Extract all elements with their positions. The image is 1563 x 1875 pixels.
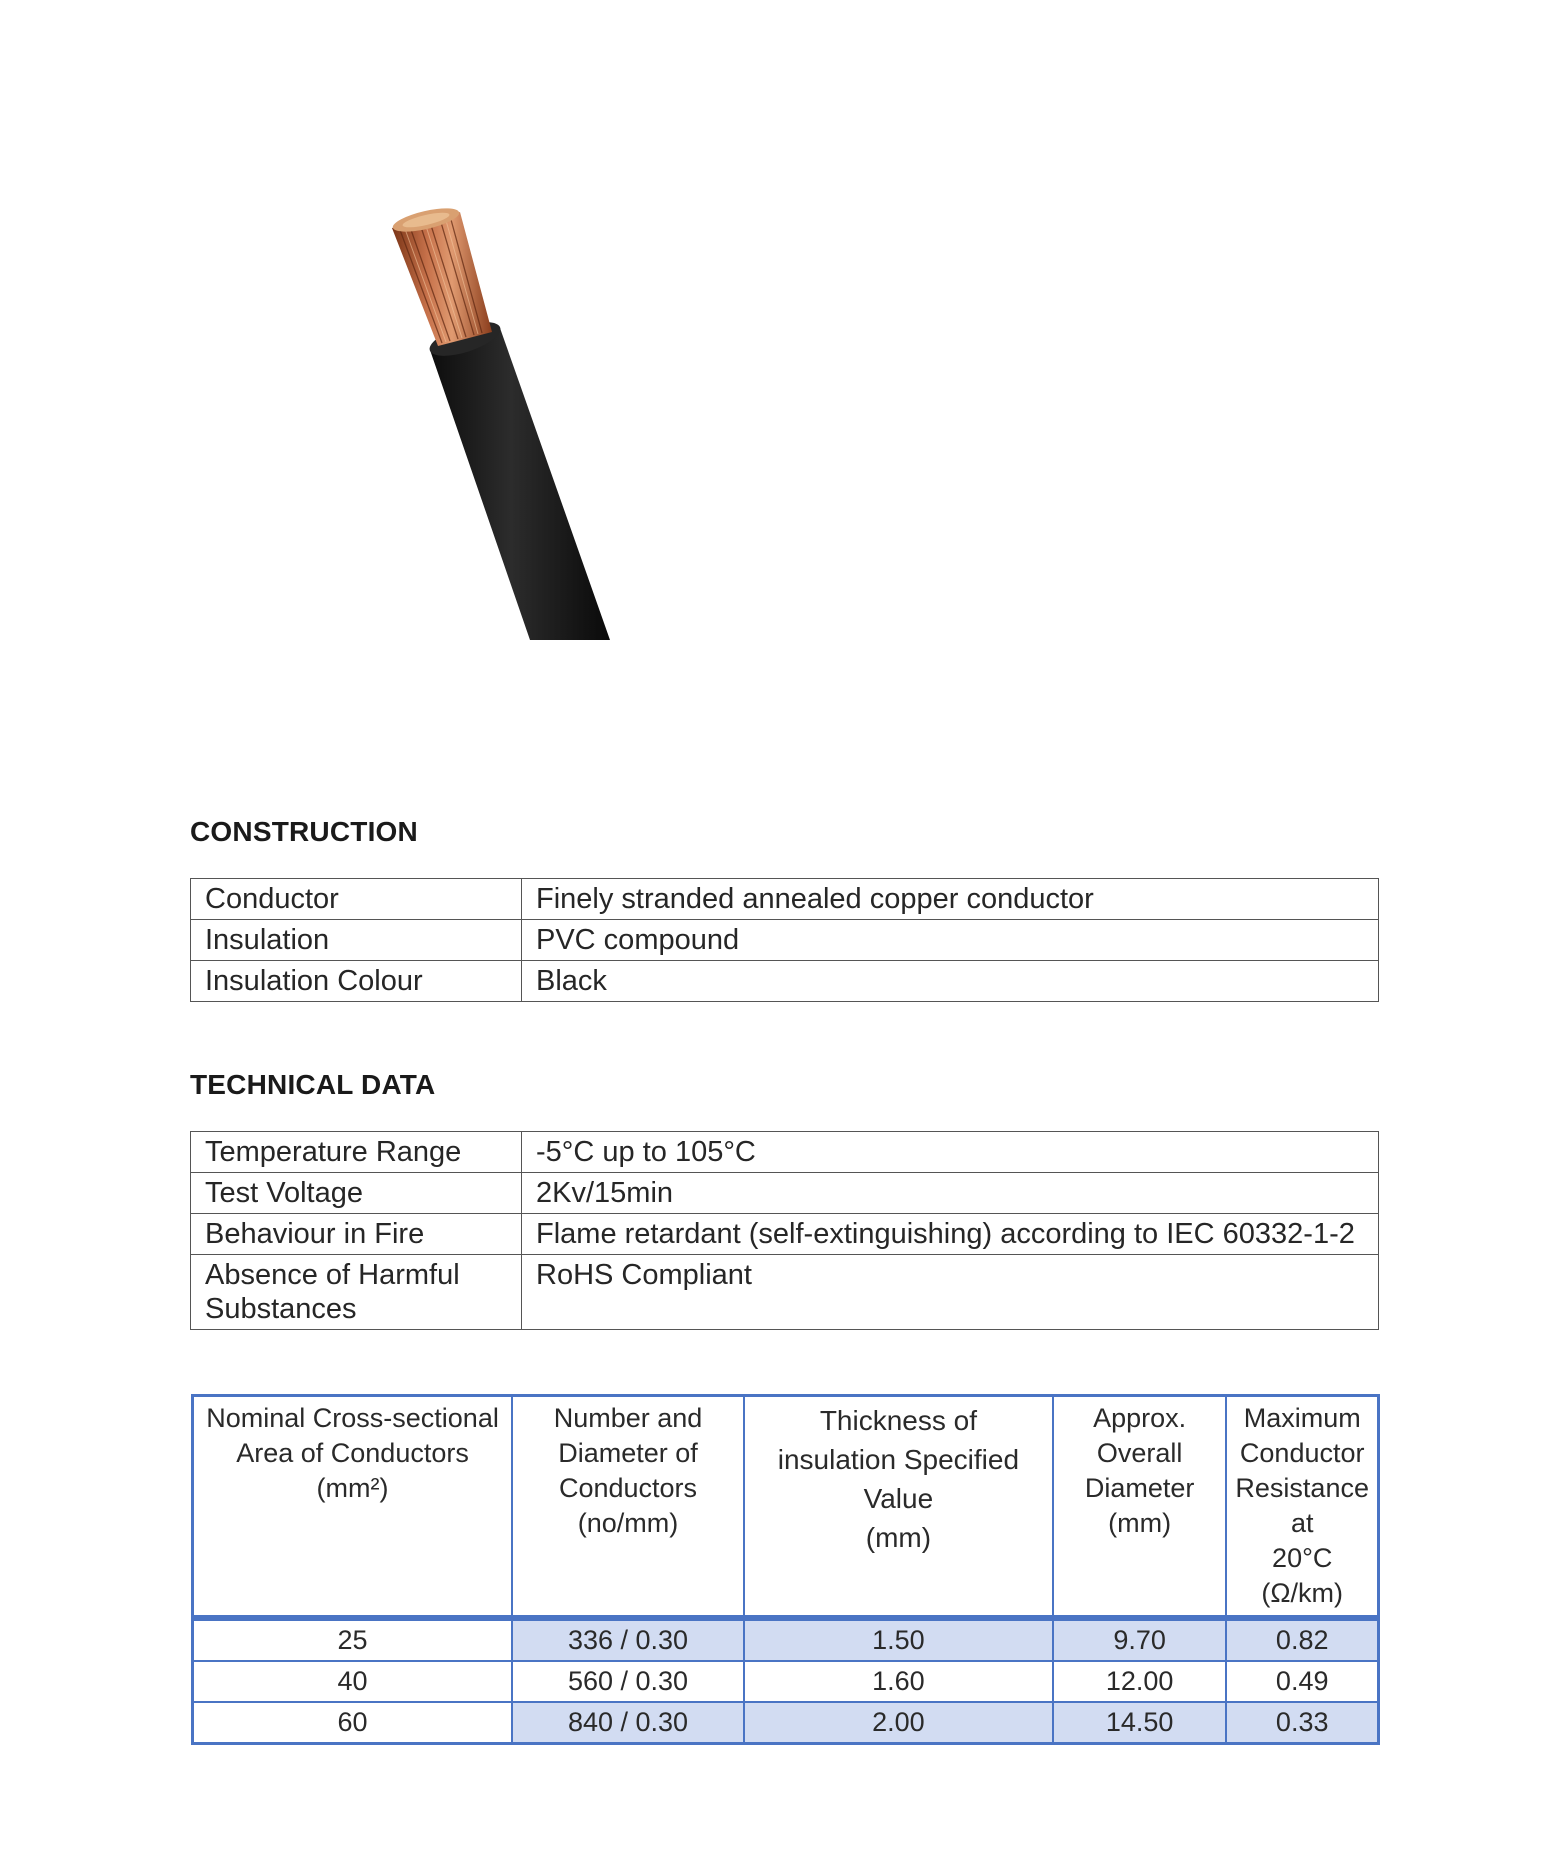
table-row: [191, 1132, 1379, 1173]
cell-area: 40: [193, 1661, 513, 1702]
construction-value: Black: [522, 961, 1379, 1002]
header-line: (mm): [1108, 1508, 1172, 1538]
construction-heading: CONSTRUCTION: [190, 816, 418, 847]
header-conductors: [512, 1396, 744, 1619]
header-line: Conductors: [558, 1473, 698, 1503]
header-line: (mm²): [316, 1473, 389, 1503]
cell-area: 25: [193, 1618, 513, 1661]
table-row: [193, 1702, 1379, 1744]
table-row: [193, 1618, 1379, 1661]
table-row: [191, 1214, 1379, 1255]
header-line: Nominal Cross-sectional: [206, 1403, 499, 1433]
table-row: [191, 1255, 1379, 1330]
header-line: insulation Specified: [777, 1444, 1020, 1475]
header-line: Conductor: [1239, 1438, 1365, 1468]
table-row: [191, 1173, 1379, 1214]
header-line: (mm): [865, 1522, 932, 1553]
table-row: [191, 879, 1379, 920]
cell-thickness: 2.00: [744, 1702, 1053, 1744]
header-line: 20°C: [1272, 1543, 1333, 1573]
header-line: Diameter: [1084, 1473, 1195, 1503]
spec-header-row: [193, 1396, 1379, 1619]
header-line: Value: [863, 1483, 934, 1514]
technical-label: Absence of Harmful Substances: [191, 1255, 522, 1330]
cell-conductors: 560 / 0.30: [512, 1661, 744, 1702]
construction-value: PVC compound: [522, 920, 1379, 961]
cell-area: 60: [193, 1702, 513, 1744]
header-line: Overall: [1096, 1438, 1183, 1468]
cell-diameter: 9.70: [1053, 1618, 1227, 1661]
table-row: [193, 1661, 1379, 1702]
header-thickness: [744, 1396, 1053, 1619]
table-row: [191, 961, 1379, 1002]
technical-label: Test Voltage: [191, 1173, 522, 1214]
cell-resistance: 0.49: [1226, 1661, 1378, 1702]
cell-resistance: 0.82: [1226, 1618, 1378, 1661]
cell-diameter: 14.50: [1053, 1702, 1227, 1744]
cell-thickness: 1.60: [744, 1661, 1053, 1702]
technical-value: 2Kv/15min: [522, 1173, 1379, 1214]
header-line: (Ω/km): [1261, 1578, 1344, 1608]
construction-table: [190, 878, 1379, 1002]
construction-label: Insulation Colour: [191, 961, 522, 1002]
technical-label: Behaviour in Fire: [191, 1214, 522, 1255]
spec-table: [191, 1394, 1380, 1745]
cell-conductors: 840 / 0.30: [512, 1702, 744, 1744]
header-line: Number and: [553, 1403, 703, 1433]
technical-value: RoHS Compliant: [522, 1255, 1379, 1330]
cell-conductors: 336 / 0.30: [512, 1618, 744, 1661]
header-line: (no/mm): [577, 1508, 679, 1538]
header-resistance: [1226, 1396, 1378, 1619]
table-row: [191, 920, 1379, 961]
cell-resistance: 0.33: [1226, 1702, 1378, 1744]
header-line: Approx.: [1093, 1403, 1187, 1433]
technical-table: [190, 1131, 1379, 1330]
header-line: Area of Conductors: [236, 1438, 469, 1468]
header-line: Resistance at: [1235, 1473, 1369, 1538]
cell-thickness: 1.50: [744, 1618, 1053, 1661]
technical-heading: TECHNICAL DATA: [190, 1069, 436, 1100]
header-line: Diameter of: [558, 1438, 698, 1468]
technical-value: Flame retardant (self-extinguishing) according to IEC 60332-1-2: [522, 1214, 1379, 1255]
construction-label: Insulation: [191, 920, 522, 961]
technical-value: -5°C up to 105°C: [522, 1132, 1379, 1173]
construction-value: Finely stranded annealed copper conductor: [522, 879, 1379, 920]
cell-diameter: 12.00: [1053, 1661, 1227, 1702]
copper-cable-photo-icon: [380, 200, 620, 650]
header-line: Maximum: [1243, 1403, 1361, 1433]
construction-label: Conductor: [191, 879, 522, 920]
header-diameter: [1053, 1396, 1227, 1619]
header-area: [193, 1396, 513, 1619]
technical-label: Temperature Range: [191, 1132, 522, 1173]
header-line: Thickness of: [819, 1405, 977, 1436]
